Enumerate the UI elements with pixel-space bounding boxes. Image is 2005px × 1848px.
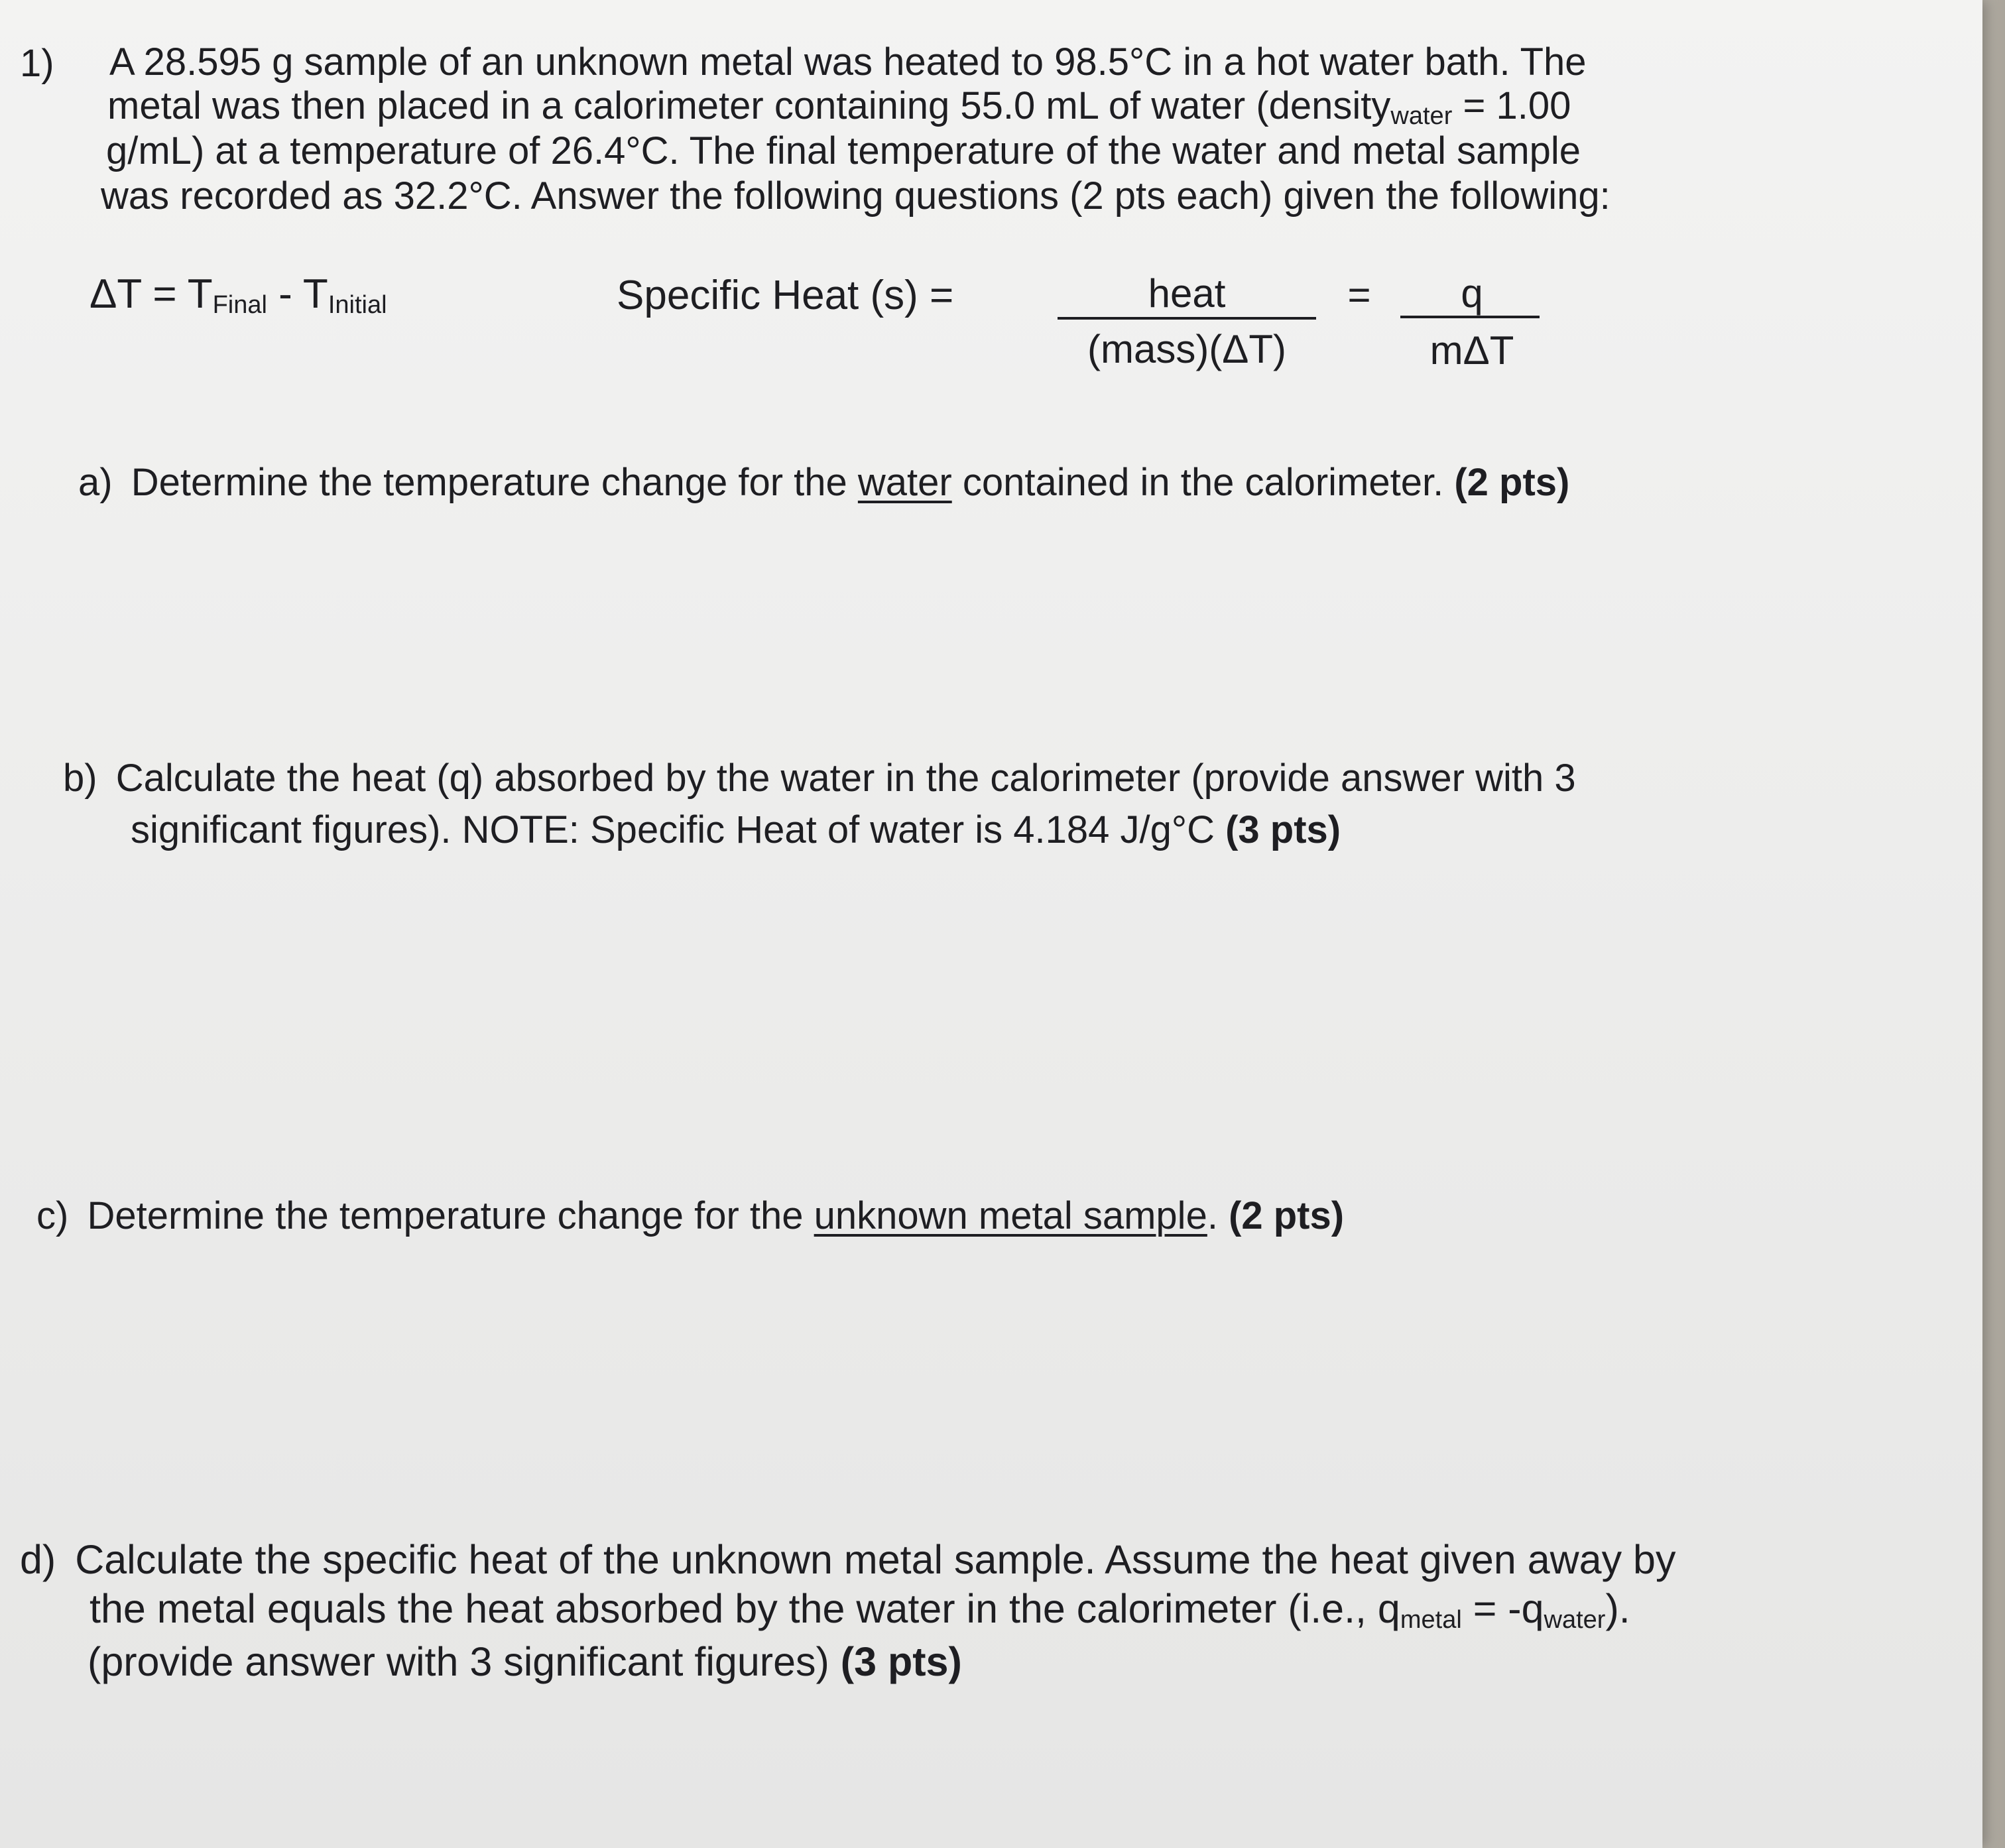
problem-line-4: was recorded as 32.2°C. Answer the following questions (2 pts each) given the following: [101, 174, 1610, 217]
density-subscript: water [1390, 102, 1453, 130]
question-a [78, 460, 1569, 505]
fraction-1-denominator: (mass)(ΔT) [1087, 327, 1286, 371]
question-c-underlined: unknown metal sample [814, 1194, 1207, 1237]
question-a-label: a) [78, 461, 113, 504]
question-d-text-2-mid: = -q [1461, 1586, 1544, 1631]
fraction-2-denominator: mΔT [1429, 328, 1514, 373]
density-value: = 1.00 [1452, 84, 1571, 127]
question-a-pre: Determine the temperature change for the [131, 461, 858, 504]
problem-line-1: A 28.595 g sample of an unknown metal was heated to 98.5°C in a hot water bath. The [109, 40, 1587, 84]
question-c-post: . [1207, 1194, 1229, 1237]
initial-subscript: Initial [328, 291, 387, 319]
metal-subscript: metal [1400, 1606, 1462, 1634]
problem-line-2 [107, 84, 1571, 133]
problem-number: 1) [20, 42, 54, 85]
delta-t-formula [90, 272, 387, 322]
fraction-1-numerator: heat [1148, 271, 1226, 316]
question-b-label: b) [63, 757, 97, 800]
delta-t-lhs: ΔT = T [90, 271, 213, 317]
problem-line-2-text: metal was then placed in a calorimeter containing 55.0 mL of water (density [107, 84, 1391, 127]
question-d-label: d) [20, 1537, 56, 1582]
question-b-text-2: significant figures). NOTE: Specific Heat of water is 4.184 J/g°C [131, 808, 1226, 851]
fraction-2-bar [1400, 316, 1540, 318]
question-d-points: (3 pts) [840, 1639, 962, 1684]
question-a-post: contained in the calorimeter. [951, 461, 1455, 504]
problem-line-3: g/mL) at a temperature of 26.4°C. The final temperature of the water and metal sample [106, 129, 1581, 172]
question-d-text-2-post: ). [1605, 1586, 1630, 1631]
question-a-underlined: water [857, 461, 952, 504]
water-subscript: water [1544, 1606, 1606, 1634]
question-d-text-1: Calculate the specific heat of the unknown metal sample. Assume the heat given away by [75, 1537, 1676, 1582]
question-d-text-3: (provide answer with 3 significant figures) [88, 1639, 841, 1684]
question-b-line-2 [131, 808, 1341, 853]
final-subscript: Final [212, 291, 267, 319]
question-d-line-1 [20, 1537, 1675, 1582]
question-b-points: (3 pts) [1225, 808, 1341, 851]
question-c-label: c) [36, 1194, 69, 1237]
formula-equals: = [1347, 273, 1371, 317]
fraction-2-numerator: q [1461, 271, 1483, 316]
delta-t-minus: - T [267, 271, 328, 317]
fraction-1-bar [1058, 317, 1316, 320]
question-d-text-2-pre: the metal equals the heat absorbed by the water in the calorimeter (i.e., q [90, 1586, 1400, 1631]
question-d-line-2 [90, 1586, 1630, 1637]
question-d-line-3 [88, 1639, 962, 1684]
question-c [36, 1194, 1344, 1239]
question-a-points: (2 pts) [1454, 461, 1570, 504]
question-b-text-1: Calculate the heat (q) absorbed by the water in the calorimeter (provide answer with 3 [115, 757, 1576, 800]
question-c-points: (2 pts) [1229, 1194, 1345, 1237]
specific-heat-label: Specific Heat (s) = [617, 273, 954, 318]
question-b-line-1 [63, 756, 1576, 801]
question-c-pre: Determine the temperature change for the [87, 1194, 814, 1237]
